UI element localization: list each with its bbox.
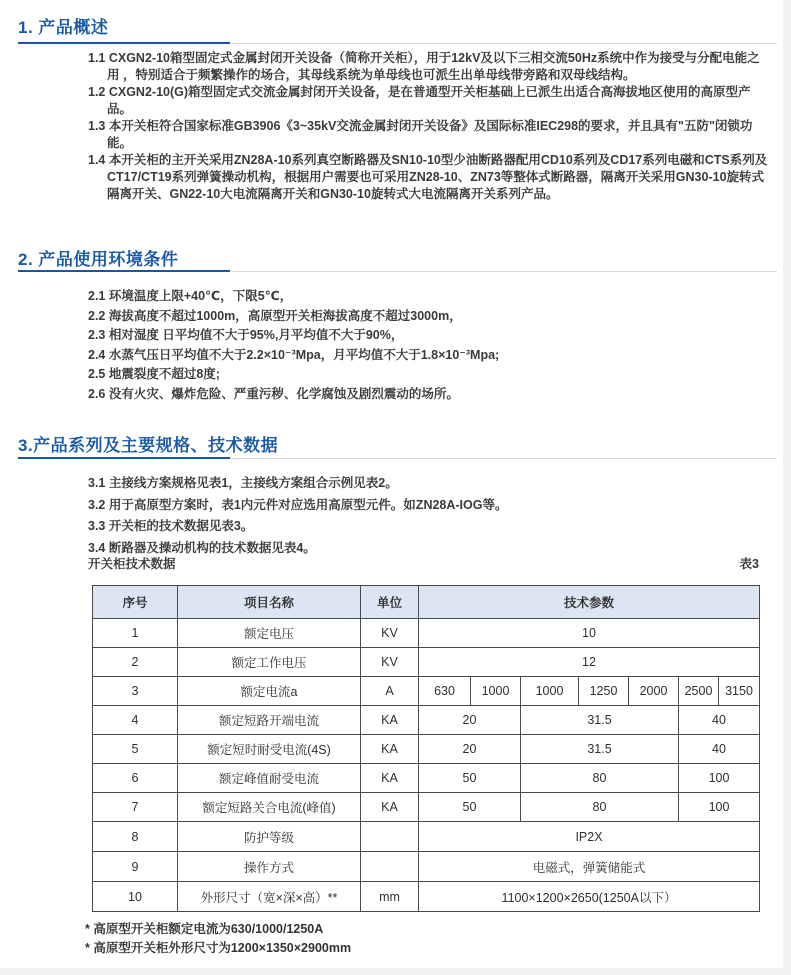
table-cell: mm [361,882,419,912]
table-cell: 防护等级 [178,822,361,852]
table-cell: 1250 [579,677,629,706]
table-cell: 2 [93,648,178,677]
paragraph-2-6: 2.6 没有火灾、爆炸危险、严重污秽、化学腐蚀及剧烈震动的场所。 [88,386,459,401]
table-cell: 电磁式，弹簧储能式 [419,852,760,882]
table-cell: 1100×1200×2650(1250A以下） [419,882,760,912]
footnote-rated-current: * 高原型开关柜额定电流为630/1000/1250A [85,922,324,936]
section-3-body [88,473,768,559]
table-cell: 操作方式 [178,852,361,882]
paragraph-1-1: 1.1 CXGN2-10箱型固定式金属封闭开关设备（简称开关柜），用于12kV及以下三相交流50Hz系统中作为接受与分配电能之用 ，特别适合于频繁操作的场合，其母线系统为单母线也可派生出单母线带旁路和双母线结构。 [88,51,760,82]
table-cell: 20 [419,706,521,735]
table-cell: 3 [93,677,178,706]
table-cell: 80 [521,764,679,793]
table-cell: 9 [93,852,178,882]
paragraph-2-4: 2.4 水蒸气压日平均值不大于2.2×10⁻³Mpa，月平均值不大于1.8×10⁻³Mpa; [88,347,500,362]
table-cell: 10 [419,619,760,648]
paragraph-1-4: 1.4 本开关柜的主开关采用ZN28A-10系列真空断路器及SN10-10型少油断路器配用CD10系列及CD17系列电磁和CTS系列及CT17/CT19系列弹簧操动机构，根据用户需要也可采用ZN28-10、ZN73等整体式断路器，隔离开关采用GN30-10旋转式隔离开关、GN22-10大电流隔离开关和GN30-10旋转式大电流隔离开关系列产品。 [88,153,768,201]
table-cell: KV [361,619,419,648]
table-cell: 40 [679,706,760,735]
table-caption-title: 开关柜技术数据 [88,557,176,571]
page-edge-right [783,0,791,975]
table-cell: 额定短时耐受电流(4S) [178,735,361,764]
table-cell: KA [361,706,419,735]
section-2-heading: 2. 产品使用环境条件 [18,250,179,269]
table-cell: KA [361,735,419,764]
table-cell: 20 [419,735,521,764]
table-cell: 100 [679,764,760,793]
section-1-body [88,50,768,203]
table-cell: 额定短路开端电流 [178,706,361,735]
section-3-heading: 3.产品系列及主要规格、技术数据 [18,436,279,455]
section-2-divider-accent [18,270,230,272]
table-cell: 10 [93,882,178,912]
table-cell: 外形尺寸（宽×深×高）** [178,882,361,912]
table-cell: 1000 [471,677,521,706]
table-cell: 8 [93,822,178,852]
table-cell: 7 [93,793,178,822]
table-row [93,706,760,735]
table-cell: 50 [419,793,521,822]
table-number: 表3 [739,557,759,571]
section-3-divider-accent [18,457,230,459]
table-header-cell: 技术参数 [419,586,760,619]
table-row [93,852,760,882]
table-row [93,648,760,677]
section-1-heading: 1. 产品概述 [18,18,109,37]
table-cell: 5 [93,735,178,764]
table-cell: 额定峰值耐受电流 [178,764,361,793]
table-cell: 1 [93,619,178,648]
section-1-divider-accent [18,42,230,44]
table-cell: 40 [679,735,760,764]
table-cell: 12 [419,648,760,677]
paragraph-1-2: 1.2 CXGN2-10(G)箱型固定式交流金属封闭开关设备，是在普通型开关柜基础上已派生出适合高海拔地区使用的高原型产品。 [88,85,751,116]
table-cell: 4 [93,706,178,735]
table-cell: 50 [419,764,521,793]
table-row [93,764,760,793]
table-cell: 1000 [521,677,579,706]
paragraph-2-3: 2.3 相对湿度 日平均值不大于95%,月平均值不大于90%， [88,328,404,342]
table-cell [361,822,419,852]
paragraph-2-2: 2.2 海拔高度不超过1000m，高原型开关柜海拔高度不超过3000m， [88,308,462,323]
paragraph-3-3: 3.3 开关柜的技术数据见表3。 [88,519,254,533]
table-cell: KV [361,648,419,677]
table-row [93,822,760,852]
table-header-cell: 单位 [361,586,419,619]
tech-data-table [92,585,760,912]
table-cell: IP2X [419,822,760,852]
table-row [93,735,760,764]
paragraph-2-1: 2.1 环境温度上限+40℃，下限5℃， [88,289,293,303]
table-cell: 额定工作电压 [178,648,361,677]
paragraph-3-4: 3.4 断路器及操动机构的技术数据见表4。 [88,540,316,555]
table-header-row [93,586,760,619]
page-edge-bottom [0,968,791,975]
section-2-body [88,287,768,404]
table-cell: A [361,677,419,706]
footnotes [85,920,351,958]
paragraph-1-3: 1.3 本开关柜符合国家标准GB3906《3~35kV交流金属封闭开关设备》及国际标准IEC298的要求，并且具有"五防"闭锁功能。 [88,119,753,150]
table-cell [361,852,419,882]
table-cell: KA [361,793,419,822]
table-cell: KA [361,764,419,793]
table-cell: 31.5 [521,735,679,764]
table-row [93,677,760,706]
table-cell: 2000 [629,677,679,706]
paragraph-3-1: 3.1 主接线方案规格见表1，主接线方案组合示例见表2。 [88,476,398,490]
table-cell: 额定电流a [178,677,361,706]
table-cell: 6 [93,764,178,793]
table-row [93,882,760,912]
table-cell: 2500 [679,677,719,706]
table-header-cell: 序号 [93,586,178,619]
paragraph-2-5: 2.5 地震裂度不超过8度; [88,367,220,381]
table-row [93,619,760,648]
table-cell: 100 [679,793,760,822]
table-cell: 额定短路关合电流(峰值) [178,793,361,822]
table-cell: 630 [419,677,471,706]
table-cell: 3150 [719,677,760,706]
table-header-cell: 项目名称 [178,586,361,619]
table-row [93,793,760,822]
paragraph-3-2: 3.2 用于高原型方案时，表1内元件对应选用高原型元件。如ZN28A-IOG等。 [88,497,508,512]
table-cell: 31.5 [521,706,679,735]
table-caption [88,554,759,572]
footnote-dimensions: * 高原型开关柜外形尺寸为1200×1350×2900mm [85,941,352,955]
table-cell: 额定电压 [178,619,361,648]
table-cell: 80 [521,793,679,822]
